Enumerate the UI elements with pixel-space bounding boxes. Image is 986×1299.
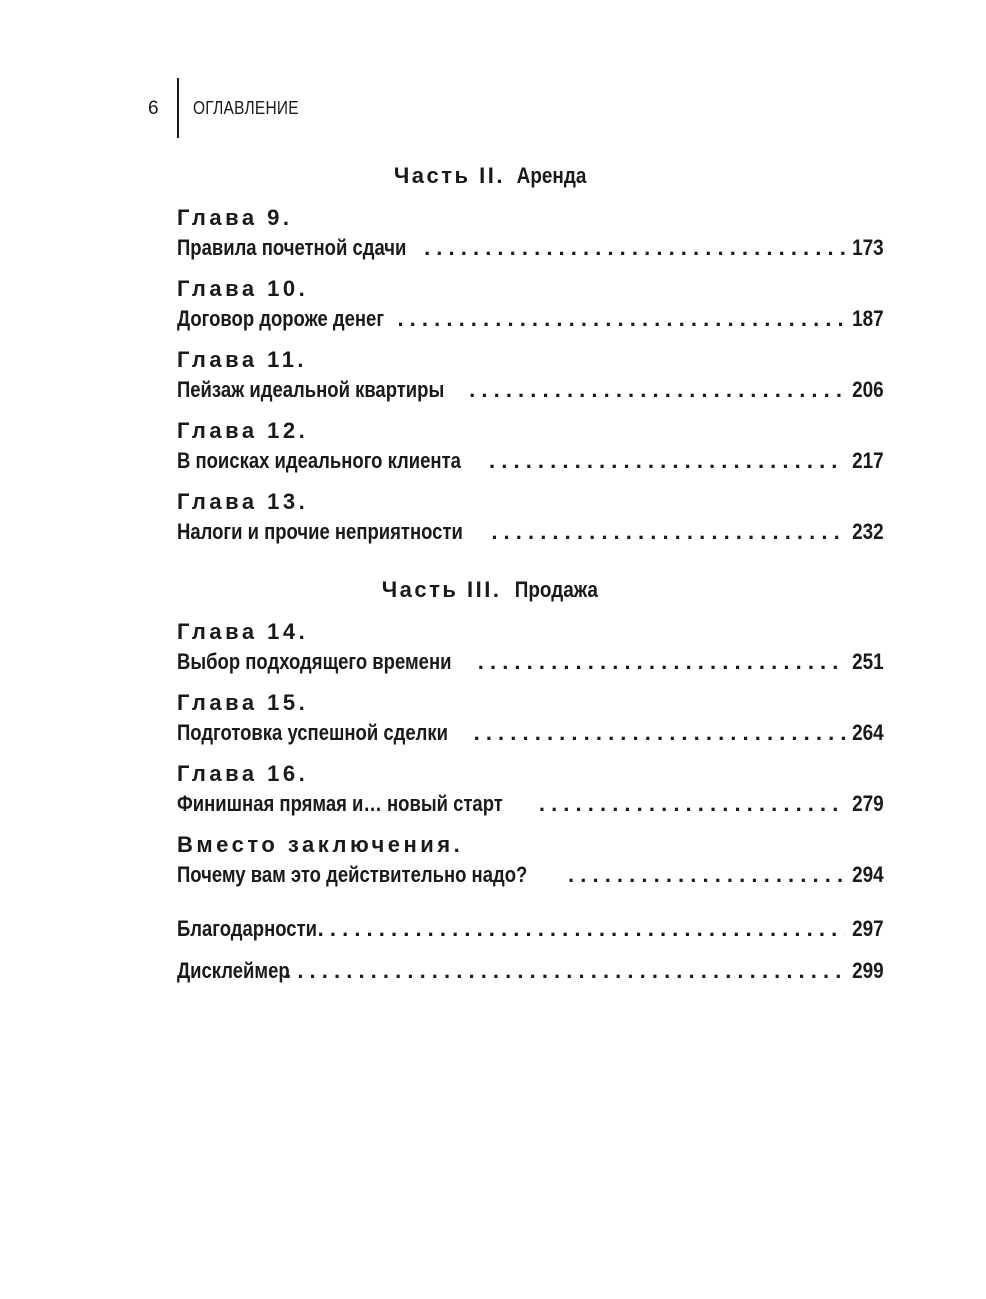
- part-heading-prefix: Часть III.: [381, 577, 502, 602]
- section-title: Благодарности: [177, 916, 317, 941]
- page-reference: 264: [852, 720, 884, 745]
- toc-entry[interactable]: [177, 347, 884, 405]
- toc-line: [177, 517, 884, 547]
- dot-leader: [424, 233, 845, 263]
- page-reference: 279: [852, 791, 884, 816]
- dot-leader: [469, 375, 845, 405]
- page-reference: 217: [852, 448, 884, 473]
- chapter-title: Налоги и прочие неприятности: [177, 519, 463, 544]
- dot-leader: [474, 718, 846, 748]
- part-heading-name: Продажа: [514, 577, 598, 602]
- toc-line: [177, 956, 884, 986]
- chapter-title: Почему вам это действительно надо?: [177, 862, 528, 887]
- toc-entry[interactable]: [177, 276, 884, 334]
- page-reference: 173: [852, 235, 884, 260]
- running-title: ОГЛАВЛЕНИЕ: [193, 98, 299, 118]
- toc-line: [177, 718, 884, 748]
- running-head: [0, 78, 986, 140]
- page-reference: 206: [852, 377, 884, 402]
- page-reference: 299: [852, 958, 884, 983]
- page-number: 6: [148, 98, 159, 119]
- chapter-title: Пейзаж идеальной квартиры: [177, 377, 445, 402]
- chapter-title: Правила почетной сдачи: [177, 235, 407, 260]
- page-reference: 294: [852, 862, 884, 887]
- toc-entry-back-matter[interactable]: [177, 914, 884, 944]
- toc-line: [177, 375, 884, 405]
- chapter-label: Глава 9.: [177, 205, 293, 230]
- part-heading-name: Аренда: [516, 163, 587, 188]
- toc-entry[interactable]: [177, 690, 884, 748]
- page-reference: 251: [852, 649, 884, 674]
- dot-leader: [397, 304, 845, 334]
- part-heading: [0, 577, 986, 603]
- toc-entry-back-matter[interactable]: [177, 956, 884, 986]
- page-reference: 187: [852, 306, 884, 331]
- chapter-label: Глава 13.: [177, 489, 309, 514]
- part-heading-prefix: Часть II.: [393, 163, 505, 188]
- toc-line: [177, 446, 884, 476]
- page-reference: 232: [852, 519, 884, 544]
- chapter-label: Глава 11.: [177, 347, 308, 372]
- chapter-title: Финишная прямая и… новый старт: [177, 791, 503, 816]
- chapter-label: Вместо заключения.: [177, 832, 464, 857]
- toc-line: [177, 647, 884, 677]
- dot-leader: [318, 914, 846, 944]
- chapter-label: Глава 14.: [177, 619, 309, 644]
- dot-leader: [478, 647, 846, 677]
- chapter-title: Подготовка успешной сделки: [177, 720, 448, 745]
- toc-entry[interactable]: [177, 205, 884, 263]
- part-heading: [0, 163, 986, 189]
- toc-entry[interactable]: [177, 832, 884, 890]
- toc-entry[interactable]: [177, 619, 884, 677]
- chapter-title: Выбор подходящего времени: [177, 649, 452, 674]
- dot-leader: [491, 517, 845, 547]
- page-reference: 297: [852, 916, 884, 941]
- dot-leader: [285, 956, 845, 986]
- header-divider: [177, 78, 179, 138]
- chapter-label: Глава 12.: [177, 418, 309, 443]
- toc-line: [177, 304, 884, 334]
- toc-entry[interactable]: [177, 418, 884, 476]
- chapter-label: Глава 10.: [177, 276, 309, 301]
- toc-entry[interactable]: [177, 761, 884, 819]
- toc-line: [177, 789, 884, 819]
- section-title: Дисклеймер: [177, 958, 290, 983]
- toc-entry[interactable]: [177, 489, 884, 547]
- chapter-title: В поисках идеального клиента: [177, 448, 461, 473]
- toc-line: [177, 914, 884, 944]
- toc-line: [177, 233, 884, 263]
- dot-leader: [539, 789, 845, 819]
- chapter-label: Глава 16.: [177, 761, 309, 786]
- chapter-title: Договор дороже денег: [177, 306, 385, 331]
- chapter-label: Глава 15.: [177, 690, 309, 715]
- toc-line: [177, 860, 884, 890]
- dot-leader: [568, 860, 845, 890]
- dot-leader: [489, 446, 845, 476]
